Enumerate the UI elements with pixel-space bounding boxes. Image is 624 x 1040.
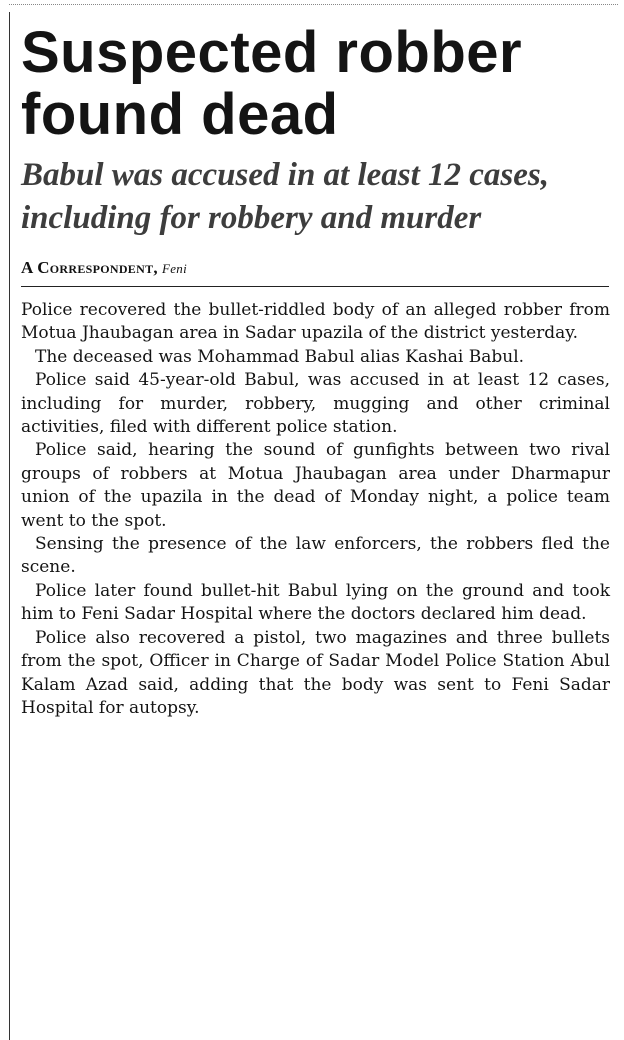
news-article	[21, 22, 613, 720]
article-body	[21, 299, 610, 720]
byline-author: A Correspondent,	[21, 258, 158, 277]
paragraph-2: The deceased was Mohammad Babul alias Kashai Babul.	[35, 346, 525, 367]
paragraph-4: Police said, hearing the sound of gunfights between two rival groups of robbers at Motua Jhaubagan area under Dharmapur union of the upazila in the dead of Monday night, a police team went to the spot.	[21, 440, 610, 531]
paragraph-7: Police also recovered a pistol, two magazines and three bullets from the spot, Officer in Charge of Sadar Model Police Station Abul Kalam Azad said, adding that the body was sent to Feni Sadar Hospital for autopsy.	[21, 627, 610, 718]
headline: Suspected robber found dead	[21, 20, 523, 147]
byline	[21, 258, 613, 278]
column-left-rule	[9, 12, 10, 1040]
subheadline: Babul was accused in at least 12 cases, including for robbery and murder	[21, 157, 550, 236]
top-dotted-rule	[9, 4, 618, 5]
paragraph-1: Police recovered the bullet-riddled body of an alleged robber from Motua Jhaubagan area in Sadar upazila of the district yesterday.	[21, 300, 610, 344]
paragraph-6: Police later found bullet-hit Babul lying on the ground and took him to Feni Sadar Hospital where the doctors declared him dead.	[21, 580, 610, 625]
byline-divider	[21, 286, 609, 287]
paragraph-5: Sensing the presence of the law enforcers, the robbers fled the scene.	[21, 534, 610, 578]
paragraph-3: Police said 45-year-old Babul, was accused in at least 12 cases, including for murder, robbery, mugging and other criminal activities, filed with different police station.	[21, 370, 610, 438]
byline-location: Feni	[162, 261, 188, 276]
